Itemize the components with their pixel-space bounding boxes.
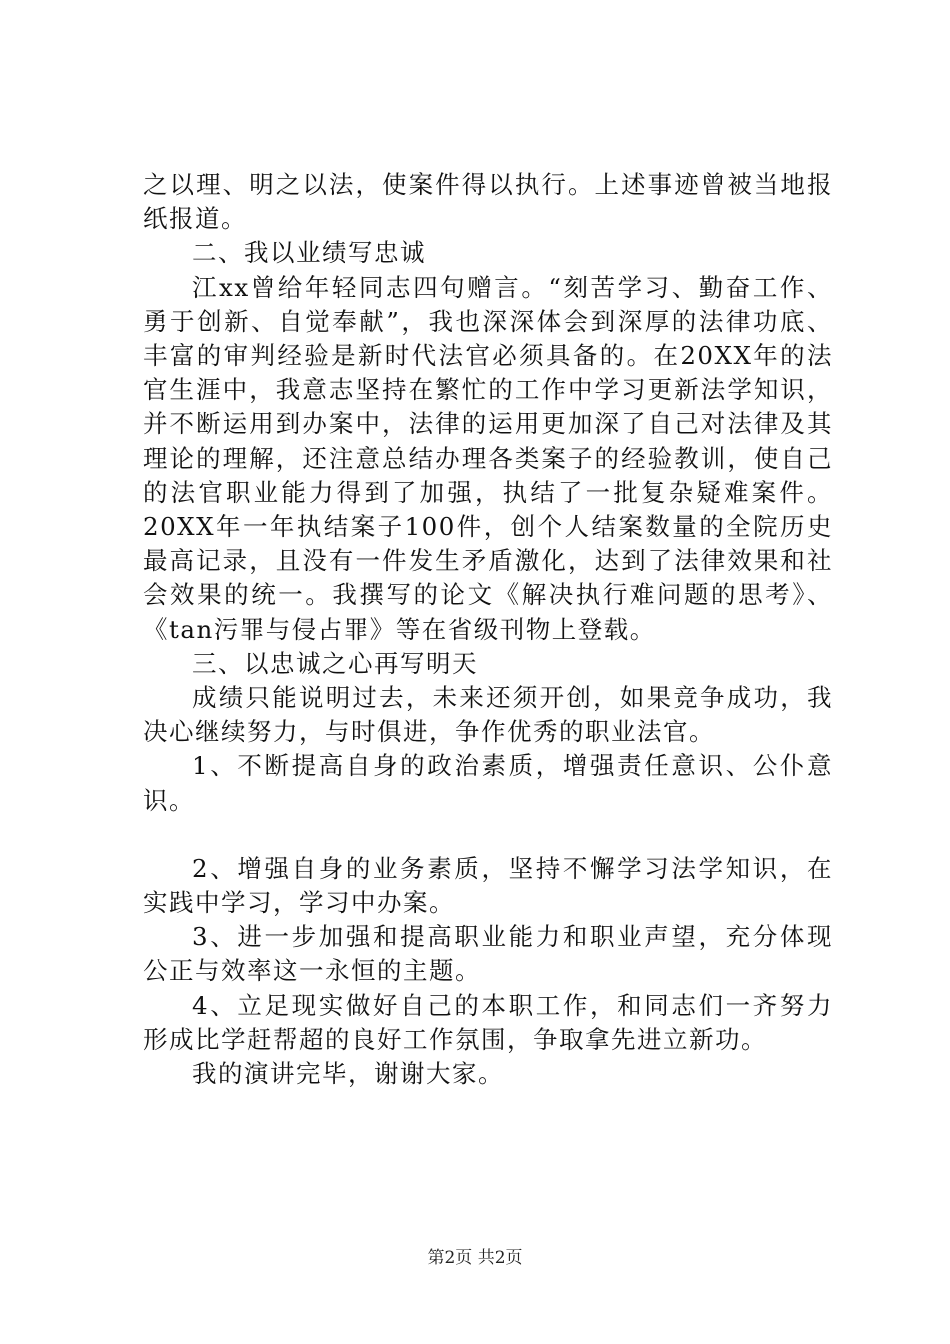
- paragraph-achievements: 江xx曾给年轻同志四句赠言。“刻苦学习、勤奋工作、勇于创新、自觉奉献”，我也深深体会到深厚的法律功底、丰富的审判经验是新时代法官必须具备的。在20XX年的法官生涯中，我意志坚持在繁忙的工作中学习更新法学知识，并不断运用到办案中，法律的运用更加深了自己对法律及其理论的理解，还注意总结办理各类案子的经验教训，使自己的法官职业能力得到了加强，执结了一批复杂疑难案件。20XX年一年执结案子100件，创个人结案数量的全院历史最高记录，且没有一件发生矛盾激化，达到了法律效果和社会效果的统一。我撰写的论文《解决执行难问题的思考》、《tan污罪与侵占罪》等在省级刊物上登载。: [143, 272, 833, 644]
- page-number-footer: 第2页 共2页: [427, 1248, 523, 1268]
- paragraph-continuation: 之以理、明之以法，使案件得以执行。上述事迹曾被当地报纸报道。: [143, 170, 833, 234]
- list-item-4: 4、立足现实做好自己的本职工作，和同志们一齐努力形成比学赶帮超的良好工作氛围，争取拿先进立新功。: [143, 990, 833, 1054]
- section-heading-2: 二、我以业绩写忠诚: [192, 238, 426, 268]
- document-body: [143, 168, 833, 1091]
- list-item-3: 3、进一步加强和提高职业能力和职业声望，充分体现公正与效率这一永恒的主题。: [143, 922, 833, 986]
- paragraph-future: 成绩只能说明过去，未来还须开创，如果竞争成功，我决心继续努力，与时俱进，争作优秀的职业法官。: [143, 683, 833, 747]
- list-item-1: 1、不断提高自身的政治素质，增强责任意识、公仆意识。: [143, 751, 833, 815]
- closing-line: 我的演讲完毕，谢谢大家。: [192, 1059, 504, 1089]
- list-item-2: 2、增强自身的业务素质，坚持不懈学习法学知识，在实践中学习，学习中办案。: [143, 853, 833, 918]
- section-heading-3: 三、以忠诚之心再写明天: [192, 648, 478, 678]
